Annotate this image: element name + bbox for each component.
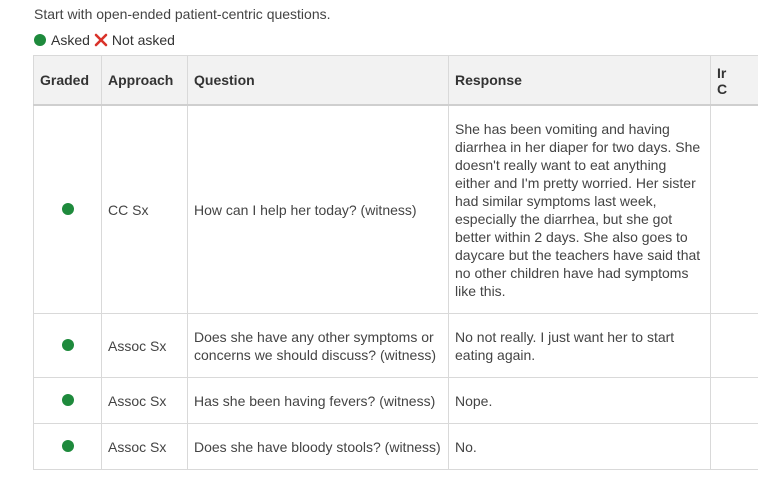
table-row <box>34 378 758 424</box>
graded-cell <box>34 314 102 378</box>
table-row <box>34 424 758 470</box>
asked-dot-icon <box>62 203 74 215</box>
asked-dot-icon <box>62 339 74 351</box>
question-cell: How can I help her today? (witness) <box>188 105 449 314</box>
question-cell: Does she have any other symptoms or concerns we should discuss? (witness) <box>188 314 449 378</box>
approach-cell: Assoc Sx <box>102 424 188 470</box>
header-truncated <box>711 56 758 106</box>
graded-cell <box>34 424 102 470</box>
extra-cell <box>711 105 758 314</box>
asked-dot-icon <box>62 440 74 452</box>
response-cell: She has been vomiting and having diarrhea in her diaper for two days. She doesn't really want to eat anything either and I'm pretty worried. Her sister had similar symptoms last week, especially the diarrhea, but she got better within 2 days. She also goes to daycare but the teachers have said that no other children have had symptoms like this. <box>449 105 711 314</box>
header-truncated-line2: C <box>717 81 728 97</box>
instruction-text: Start with open-ended patient-centric questions. <box>34 6 331 22</box>
questions-table <box>33 55 758 470</box>
legend-asked-label: Asked <box>51 32 90 48</box>
extra-cell <box>711 424 758 470</box>
header-question: Question <box>188 56 449 106</box>
questions-table-container <box>33 55 758 472</box>
header-response: Response <box>449 56 711 106</box>
table-row <box>34 105 758 314</box>
header-approach: Approach <box>102 56 188 106</box>
table-header-row <box>34 56 758 106</box>
response-cell: No. <box>449 424 711 470</box>
extra-cell <box>711 378 758 424</box>
graded-cell <box>34 105 102 314</box>
legend-not-asked-label: Not asked <box>111 32 175 48</box>
question-cell: Has she been having fevers? (witness) <box>188 378 449 424</box>
approach-cell: CC Sx <box>102 105 188 314</box>
response-cell: No not really. I just want her to start eating again. <box>449 314 711 378</box>
table-row <box>34 314 758 378</box>
graded-cell <box>34 378 102 424</box>
legend <box>34 32 175 48</box>
approach-cell: Assoc Sx <box>102 314 188 378</box>
approach-cell: Assoc Sx <box>102 378 188 424</box>
asked-dot-icon <box>34 34 46 46</box>
asked-dot-icon <box>62 394 74 406</box>
header-graded: Graded <box>34 56 102 106</box>
header-truncated-line1: Ir <box>717 65 727 81</box>
question-cell: Does she have bloody stools? (witness) <box>188 424 449 470</box>
not-asked-x-icon <box>94 33 108 47</box>
response-cell: Nope. <box>449 378 711 424</box>
extra-cell <box>711 314 758 378</box>
